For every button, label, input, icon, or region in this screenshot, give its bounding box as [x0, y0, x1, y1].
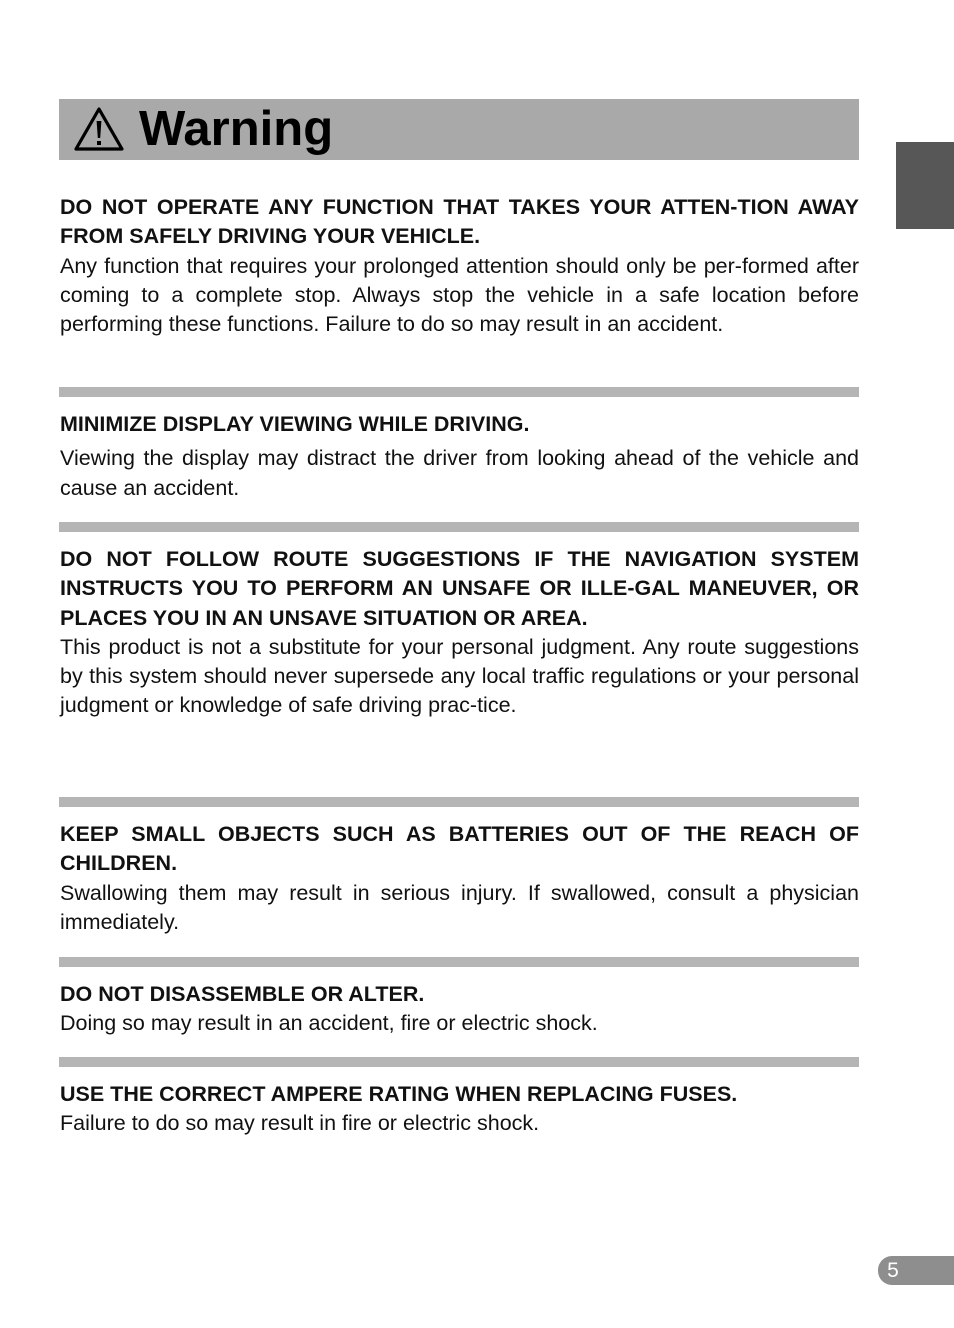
warning-section-attention: [60, 193, 859, 339]
section-body: Doing so may result in an accident, fire or electric shock.: [60, 1011, 598, 1036]
section-divider: [59, 522, 859, 532]
warning-section-display: [60, 410, 859, 503]
section-body: Swallowing them may result in serious injury. If swallowed, consult a physician immediately.: [60, 880, 859, 934]
section-divider: [59, 1057, 859, 1067]
section-heading: DO NOT DISASSEMBLE OR ALTER.: [60, 982, 425, 1006]
warning-section-small-objects: [60, 820, 859, 937]
warning-section-fuses: [60, 1080, 859, 1139]
warning-triangle-icon: [73, 106, 125, 152]
section-divider: [59, 797, 859, 807]
section-divider: [59, 957, 859, 967]
warning-section-route: [60, 545, 859, 721]
page-number: 5: [887, 1259, 899, 1282]
section-body: Viewing the display may distract the driver from looking ahead of the vehicle and cause an accident.: [60, 446, 859, 500]
section-heading: MINIMIZE DISPLAY VIEWING WHILE DRIVING.: [60, 412, 530, 436]
page-title: Warning: [139, 102, 334, 156]
section-heading: KEEP SMALL OBJECTS SUCH AS BATTERIES OUT OF THE REACH OF CHILDREN.: [60, 822, 859, 876]
section-heading: DO NOT FOLLOW ROUTE SUGGESTIONS IF THE NAVIGATION SYSTEM INSTRUCTS YOU TO PERFORM AN UNSAFE OR ILLE-GAL MANEUVER, OR PLACES YOU IN AN UNSAVE SITUATION OR AREA.: [60, 547, 859, 630]
section-body: Failure to do so may result in fire or electric shock.: [60, 1111, 540, 1136]
section-heading: USE THE CORRECT AMPERE RATING WHEN REPLACING FUSES.: [60, 1082, 738, 1106]
section-side-tab: [896, 142, 954, 229]
section-divider: [59, 387, 859, 397]
section-heading: DO NOT OPERATE ANY FUNCTION THAT TAKES YOUR ATTEN-TION AWAY FROM SAFELY DRIVING YOUR VEHICLE.: [60, 195, 859, 249]
warning-section-disassemble: [60, 980, 859, 1039]
section-body: Any function that requires your prolonged attention should only be per-formed after coming to a complete stop. Always stop the vehicle in a safe location before performing these functions. Failure to do so may result in an accident.: [60, 253, 859, 337]
section-body: This product is not a substitute for your personal judgment. Any route suggestions by this system should never supersede any local traffic regulations or your personal judgment or knowledge of safe driving prac-tice.: [60, 634, 859, 718]
warning-header-bar: [59, 99, 859, 160]
